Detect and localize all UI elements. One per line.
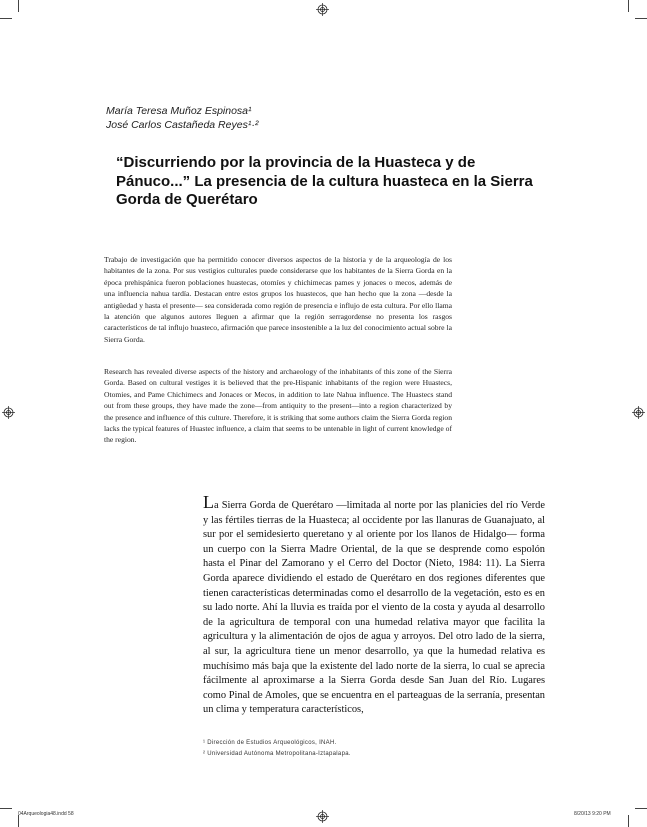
drop-cap: L — [203, 492, 214, 512]
abstract-spanish: Trabajo de investigación que ha permitido conocer diversos aspectos de la historia y de la arqueología de los habitantes de la zona. Por sus vestigios culturales puede considerarse que los habitantes de la Sierra Gorda en la época prehispánica fueron poblaciones huastecas, otomíes y chichimecas pames y jonaces o mecos, además de una influencia nahua tardía. Destacan entre estos grupos los huastecos, que han hecho que la zona —desde la antigüedad y hasta el presente— sea considerada como región de presencia e influjo de esta cultura. Por ello llama la atención que algunos autores lleguen a afirmar que la región serragordense no presenta los rasgos característicos de tal influjo huasteco, afirmación que parece insostenible a la luz del conocimiento actual sobre la Sierra Gorda. — [104, 255, 452, 344]
author-name: José Carlos Castañeda Reyes¹·² — [106, 119, 259, 131]
crop-mark-bottom-left-h — [0, 808, 12, 809]
body-paragraph — [203, 492, 545, 718]
slug-timestamp: 8/20/13 9:20 PM — [574, 811, 611, 817]
crop-mark-top-right-v — [628, 0, 629, 12]
author-name: María Teresa Muñoz Espinosa¹ — [106, 105, 252, 117]
crop-mark-bottom-right-v — [628, 815, 629, 827]
footnote: ² Universidad Autónoma Metropolitana-Iztapalapa. — [203, 751, 351, 757]
registration-mark-bottom-icon — [316, 810, 329, 823]
crop-mark-top-left-h — [0, 18, 12, 19]
registration-mark-top-icon — [316, 3, 329, 16]
body-paragraph-text: a Sierra Gorda de Querétaro —limitada al norte por las planicies del río Verde y las fértiles tierras de la Huasteca; al occidente por las llanuras de Guanajuato, al sur por el semidesierto queretano y al oriente por los llanos de Hidalgo— forma un cuerpo con la Sierra Madre Oriental, de la que se desprende como espolón hasta el Pinar del Zamorano y el Cerro del Doctor (Nieto, 1984: 11). La Sierra Gorda aparece dividiendo el estado de Querétaro en dos regiones diferentes que tienen características determinadas como el desarrollo de la vegetación, esto es en su lado norte. Ahí la lluvia es traída por el viento de la costa y ayuda al desarrollo de la agricultura de temporal con una humedad relativa mayor que facilita la agricultura y la alimentación de ojos de agua y arroyos. Del otro lado de la sierra, al sur, la agricultura tiene un menor desarrollo, ya que la humedad relativa es muchísimo más baja que la existente del lado norte de la sierra, lo cual se aprecia fácilmente al aproximarse a la Sierra Gorda desde San Juan del Río. Lugares como Pinal de Amoles, que se encuentra en el parteaguas de la serranía, presentan un clima y temperatura característicos, — [203, 500, 545, 716]
registration-mark-left-icon — [2, 406, 15, 419]
abstract-english: Research has revealed diverse aspects of the history and archaeology of the inhabitants of this zone of the Sierra Gorda. Based on cultural vestiges it is believed that the pre-Hispanic inhabitants of the region were Huastecs, Otomies, and Pame Chichimecs and Jonaces or Mecos, in addition to late Nahua influence. The Huastecs stand out from these groups, they have made the zone—from antiquity to the present—into a region characterized by the presence and influence of this culture. Therefore, it is striking that some authors claim the Sierra Gorda region lacks the typical features of Huastec influence, a claim that seems to be untenable in light of current knowledge of the region. — [104, 367, 452, 445]
registration-mark-right-icon — [632, 406, 645, 419]
crop-mark-bottom-right-h — [635, 808, 647, 809]
crop-mark-top-left-v — [18, 0, 19, 12]
footnotes — [203, 738, 351, 760]
slug-file-name: 04Arqueologia48.indd 58 — [18, 811, 74, 817]
crop-mark-top-right-h — [635, 18, 647, 19]
author-list — [106, 104, 258, 132]
article-title: “Discurriendo por la provincia de la Huasteca y de Pánuco...” La presencia de la cultura huasteca en la Sierra Gorda de Querétaro — [116, 154, 533, 208]
footnote: ¹ Dirección de Estudios Arqueológicos, INAH. — [203, 740, 337, 746]
